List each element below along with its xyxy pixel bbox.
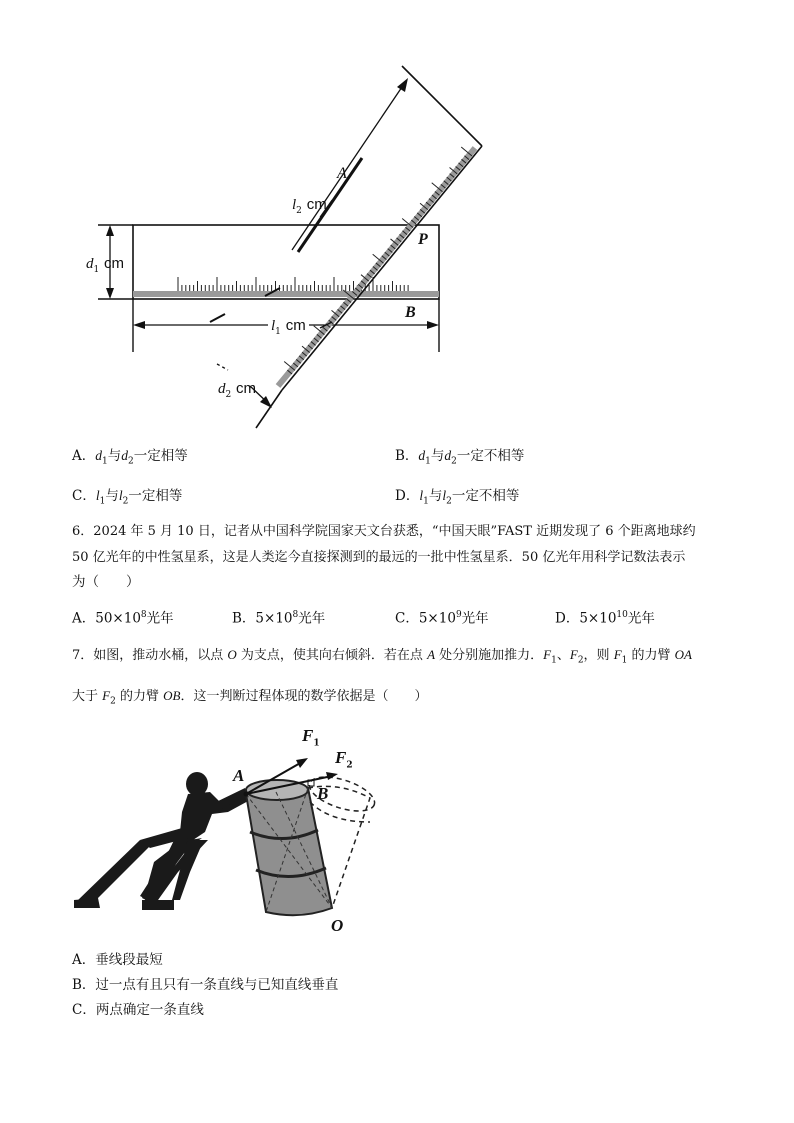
q5-option-b[interactable]: B．$d_1$与$d_2$一定不相等: [395, 448, 525, 467]
q6-stem-line-2: 50 亿光年的中性氢星系，这是人类迄今直接探测到的最远的一批中性氢星系．50 亿光年用科学记数法表示: [72, 550, 686, 565]
q7-option-b[interactable]: B．过一点有且只有一条直线与已知直线垂直: [72, 977, 339, 993]
q6-stem-line-1: 6．2024 年 5 月 10 日，记者从中国科学院国家天文台获悉，“中国天眼”FAST 近期发现了 6 个距离地球约: [72, 524, 696, 539]
q6-option-c[interactable]: C．$5\times 10^9$光年: [395, 610, 489, 627]
q5-option-c[interactable]: C．$l_1$与$l_2$一定相等: [72, 488, 183, 507]
label-B: B: [405, 304, 416, 321]
label-l2-cm: $l_2$ cm: [292, 196, 327, 216]
fig2-label-O: O: [331, 916, 344, 935]
q6-option-a[interactable]: A．$50\times 10^8$光年: [72, 610, 174, 627]
q5-option-d[interactable]: D．$l_1$与$l_2$一定不相等: [395, 488, 520, 507]
q7-option-c[interactable]: C．两点确定一条直线: [72, 1002, 204, 1018]
q6-stem-line-3: 为（ ）: [72, 574, 140, 590]
fig2-label-B: B: [317, 784, 329, 803]
label-l1-cm: $l_1$ cm: [268, 315, 309, 342]
label-d2-cm: $d_2$ cm: [218, 380, 257, 400]
label-d1-cm: $d_1$ cm: [86, 255, 125, 275]
fig2-label-A: A: [233, 766, 245, 785]
person-silhouette: [74, 772, 250, 910]
fig2-label-F2: $F_2$: [335, 748, 353, 771]
q7-stem-line-2: 大于 $F_2$ 的力臂 OB．这一判断过程体现的数学依据是（ ）: [72, 688, 428, 707]
fig2-label-F1: $F_1$: [302, 726, 320, 749]
ruler-figure: [70, 60, 500, 440]
q6-option-d[interactable]: D．$5\times 10^{10}$光年: [555, 610, 655, 627]
q7-stem-line-1: 7．如图，推动水桶，以点 O 为支点，使其向右倾斜．若在点 A 处分别施加推力．$F_1$、$F_2$，则 $F_1$ 的力臂 OA: [72, 647, 692, 666]
q5-option-a[interactable]: A．$d_1$与$d_2$一定相等: [72, 448, 188, 467]
q6-option-b[interactable]: B．$5\times 10^8$光年: [232, 610, 326, 627]
label-A: A: [337, 165, 347, 182]
label-P: P: [418, 231, 428, 248]
q7-option-a[interactable]: A．垂线段最短: [72, 952, 163, 968]
